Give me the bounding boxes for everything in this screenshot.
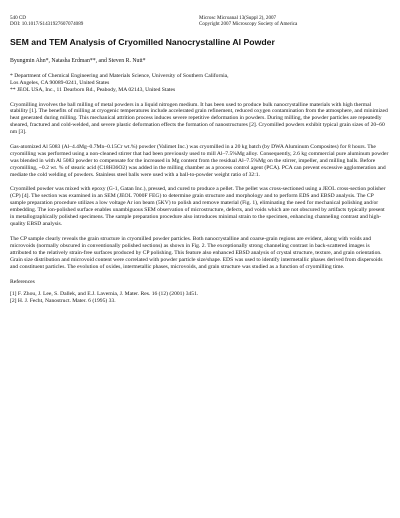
paragraph-intro: Cryomilling involves the ball milling of metal powders in a liquid nitrogen medium. It has been used to produce bulk nanocrystalline materials with high thermal stability [1]. The benefits of milling at cryogenic temperatures include accelerated grain refinement, reduced oxygen contamination from the atmosphere, and minimized heat generated during milling. This mechanical attrition process induces severe repetitive deformation in powders. During milling, the powder particles are repeatedly sheared, fractured and cold-welded, and severe plastic deformation effects the formation of nanostructures [2]. Cryomilled powders exhibit typical grain sizes of 20~60 nm [3]. <box>10 101 388 136</box>
reference-list <box>10 291 390 305</box>
paragraph-methods: Cryomilled powder was mixed with epoxy (G-1, Gatan Inc.), pressed, and cured to produce a pellet. The pellet was cross-sectioned using a JEOL cross-section polisher (CP) [4]. The section was examined in an SEM (JEOL 7000F FEG) to determine grain structure and morphology and to perform EDS and EBSD analysis. The CP sample preparation procedure utilizes a low voltage Ar ion beam (5KV) to polish and remove material (Fig. 1), eliminating the need for mechanical polishing and/or embedding. The ion-polished surface enables unambiguous SEM observation of microstructure, defects, and voids which are not obscured by artifacts typically present in metallographically polished specimens. The sample preparation procedure also introduces minimal strain to the specimen, enhancing channeling contrast and high-quality EBSD analysis. <box>10 186 386 227</box>
journal-header-left <box>10 15 83 28</box>
affiliations <box>10 73 390 94</box>
paragraph-results: The CP sample clearly reveals the grain structure in cryomilled powder particles. Both nanocrystalline and coarse-grain regions are evident, along with voids and microvoids (normally obscured in conventionally polished sections) as shown in Fig. 2. The exceptionally strong channeling contrast in back-scattered images is attributed to the relatively strain-free surfaces produced by CP polishing. This feature also enhanced EBSD analysis of crystal structure, texture, and grain orientation. Grain size distribution and microvoid content were correlated with powder particle size/shape. EDS was used to identify intermetallic phases derived from dispersoids and constituent particles. The evolution of oxides, intermetallic phases, microvoids, and grain structure was studied as a function of cryomilling time. <box>10 235 383 270</box>
journal-header-right <box>199 15 297 28</box>
journal-citation: Microsc Microanal 13(Suppl 2), 2007 <box>199 15 277 21</box>
affiliation-1-line-1: * Department of Chemical Engineering and Materials Science, University of Southern California, <box>10 72 229 79</box>
paper-title: SEM and TEM Analysis of Cryomilled Nanocrystalline Al Powder <box>10 37 275 47</box>
affiliation-2: ** JEOL USA, Inc., 11 Dearborn Rd., Peabody, MA 02143, United States <box>10 86 176 93</box>
doi: DOI: 10.1017/S1431927607074089 <box>10 21 84 28</box>
copyright: Copyright 2007 Microscopy Society of America <box>199 21 298 28</box>
affiliation-1-line-2: Los Angeles, CA 90089-0241, United States <box>10 79 110 86</box>
reference-item: [1] F. Zhou, J. Lee, S. Dallek, and E.J. Lavernia, J. Mater. Res. 16 (12) (2001) 3451. <box>10 291 199 298</box>
page-code: 540 CD <box>10 15 26 21</box>
author-list: Byungmin Ahn*, Natasha Erdman**, and Steven R. Nutt* <box>10 58 146 64</box>
paper-body <box>10 37 390 305</box>
paragraph-materials: Gas-atomized Al 5083 (Al–4.4Mg–0.7Mn–0.15Cr wt.%) powder (Valimet Inc.) was cryomilled in a 20 kg batch (by DWA Aluminum Composites) for 8 hours. The cryomilling was performed using a non-cleaned stirrer that had been previously used to mill Al–7.5%Mg alloy. Consequently, 2.6 kg commercial pure aluminum powder was blended in with Al 5083 powder to compensate for the increased in Mg content from the residual Al–7.5%Mg on the stirrer, impeller, and milling balls. Before cryomilling, ~0.2 wt. % of stearic acid (C18H36O2) was added in the milling chamber as a process control agent (PCA). PCA can prevent excessive agglomeration and mediate the cold welding of powders. Stainless steel balls were used with a ball-to-powder weight ratio of 32:1. <box>10 144 389 179</box>
reference-item: [2] H. J. Fecht, Nanostruct. Mater. 6 (1995) 33. <box>10 298 116 305</box>
references-heading: References <box>10 278 35 285</box>
